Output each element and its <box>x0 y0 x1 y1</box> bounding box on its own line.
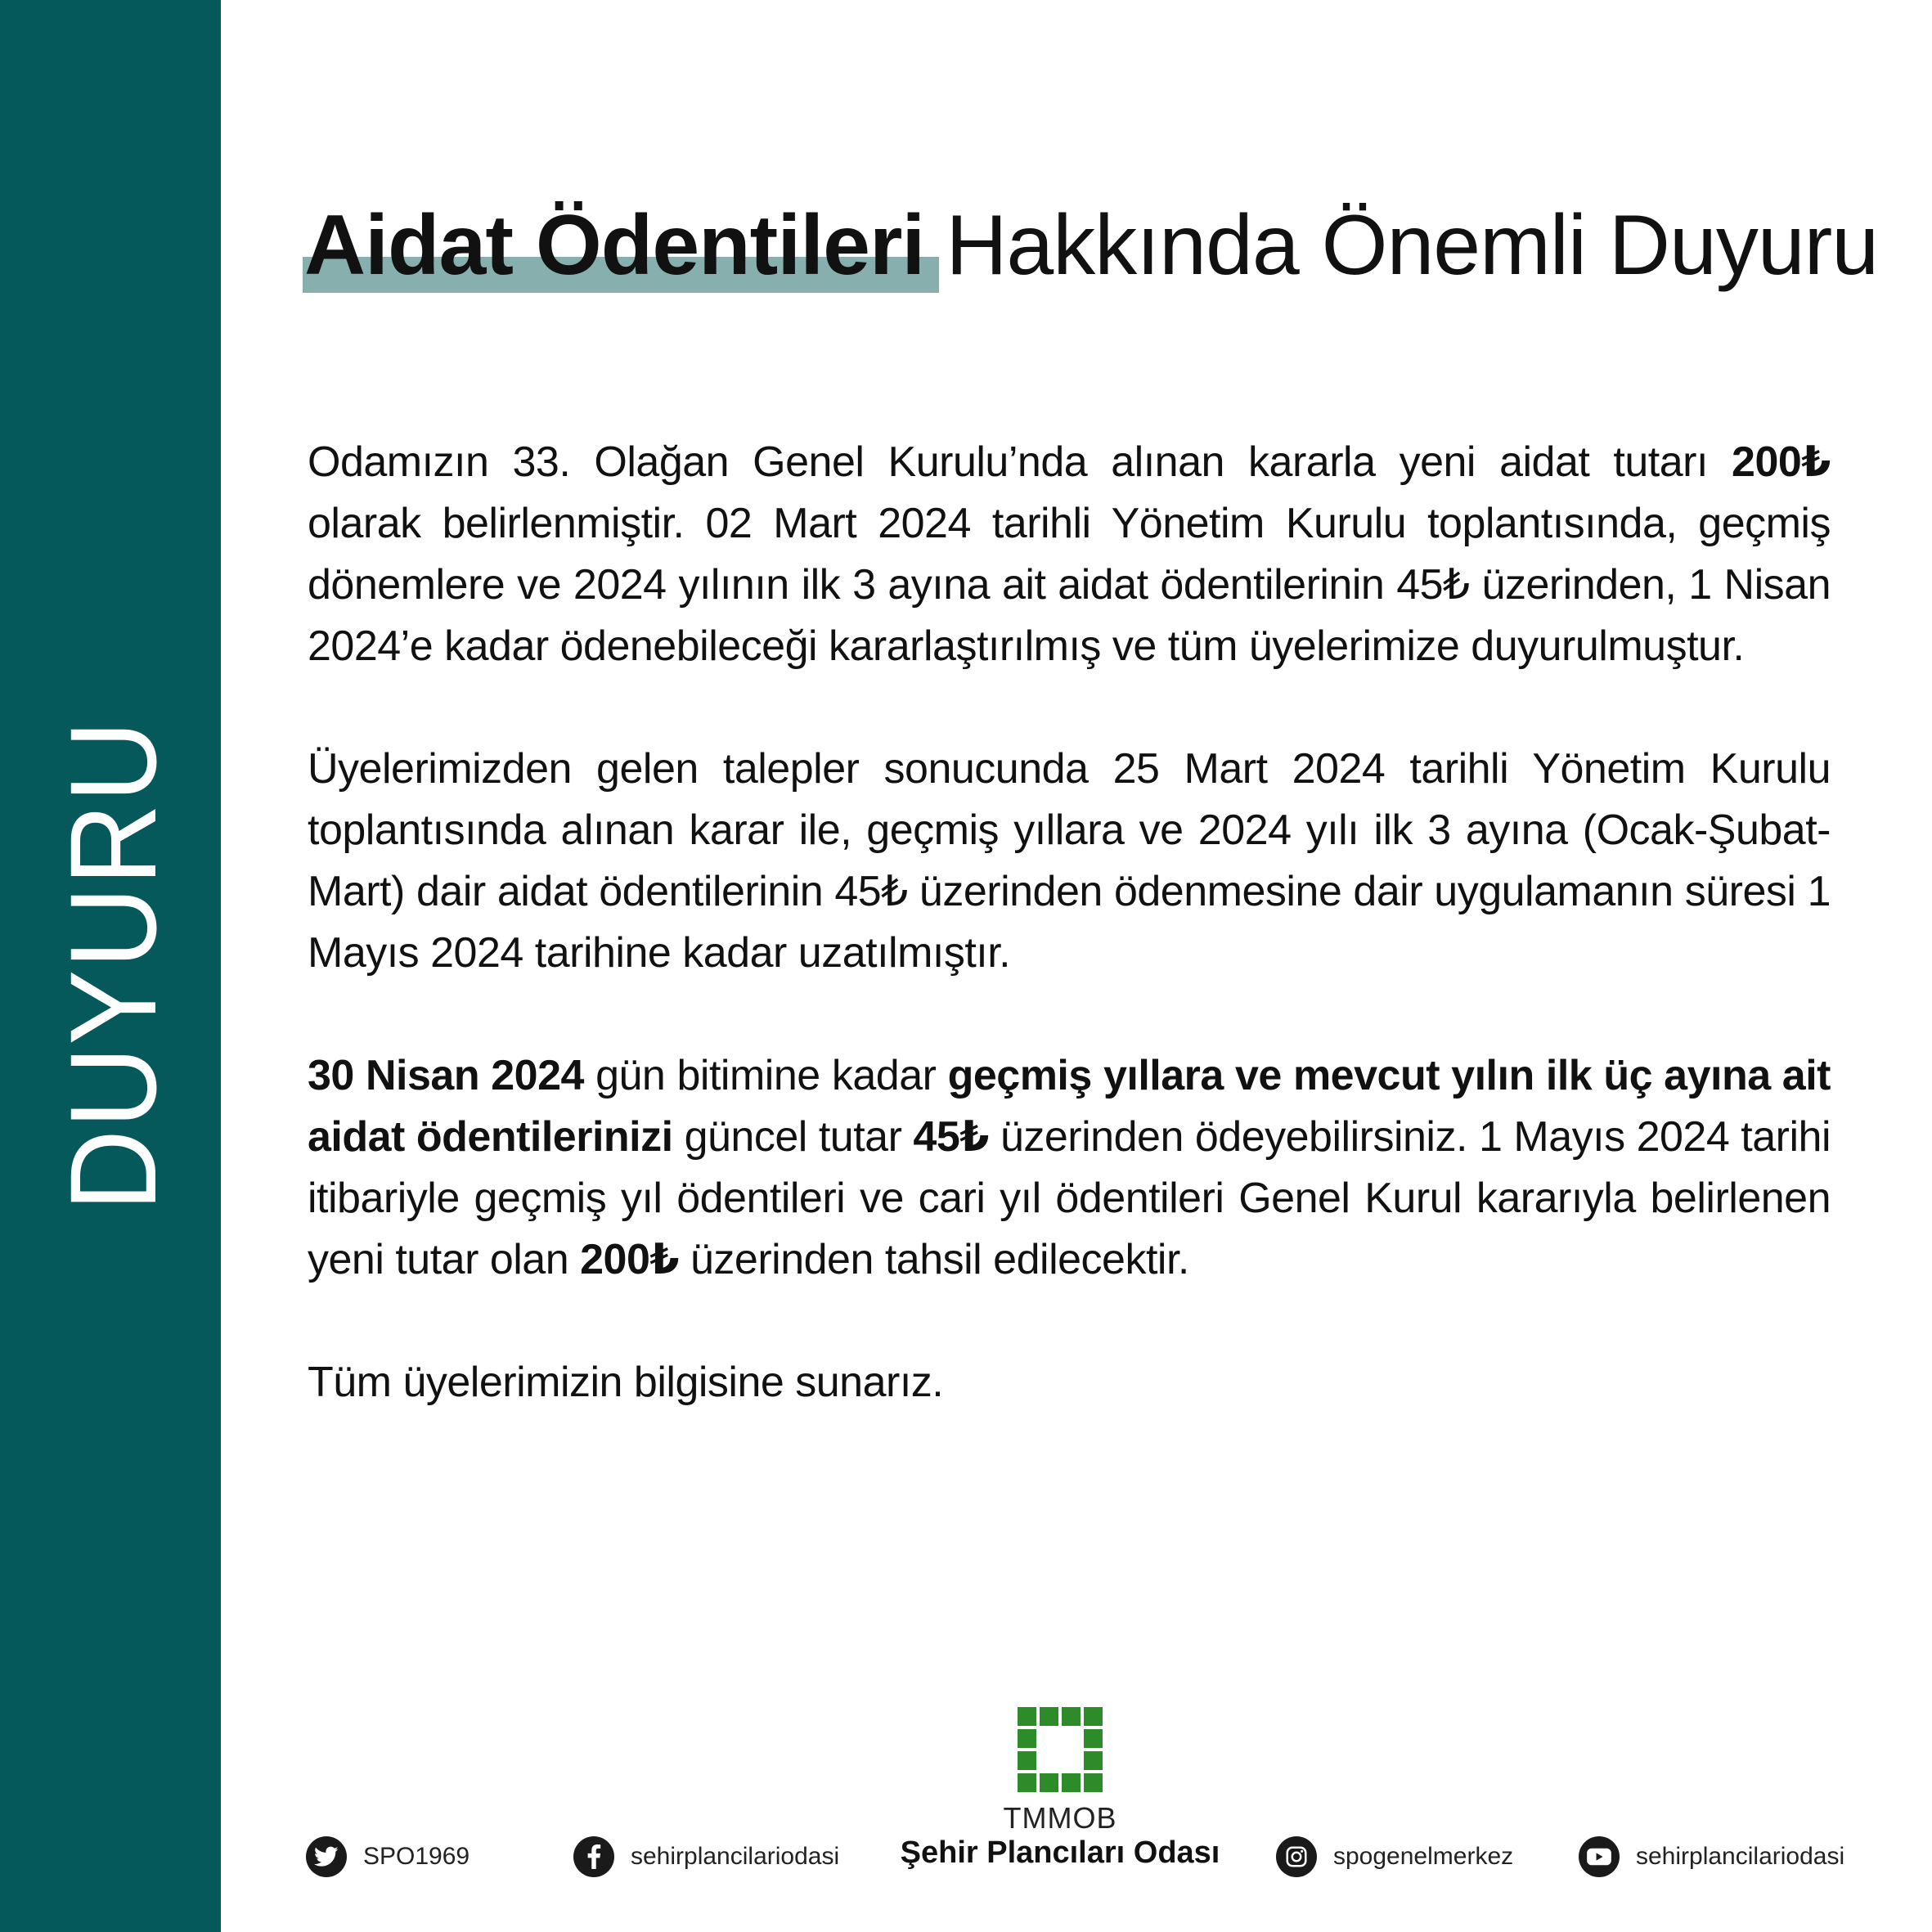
title-regular: Hakkında Önemli Duyuru <box>946 198 1879 293</box>
paragraph-3-deadline: 30 Nisan 2024 <box>308 1052 584 1099</box>
twitter-icon <box>306 1836 347 1877</box>
title-highlight <box>304 188 924 303</box>
paragraph-1 <box>308 432 1831 677</box>
facebook-icon <box>573 1836 614 1877</box>
social-youtube[interactable] <box>1579 1836 1844 1877</box>
paragraph-1-amount: 200₺ <box>1732 438 1831 486</box>
org-name: Şehir Plancıları Odası <box>900 1835 1220 1870</box>
social-handle: sehirplancilariodasi <box>1636 1843 1845 1870</box>
social-facebook[interactable] <box>573 1836 839 1877</box>
paragraph-3-text-4: üzerinden tahsil edilecektir. <box>679 1236 1189 1283</box>
paragraph-3 <box>308 1045 1831 1291</box>
page-title <box>304 188 1879 303</box>
org-parent-name: TMMOB <box>1003 1801 1117 1835</box>
paragraph-2: Üyelerimizden gelen talepler sonucunda 25 Mart 2024 tarihli Yönetim Kurulu toplantısında alınan karar ile, geçmiş yıllara ve 2024 yılı ilk 3 ayına (Ocak-Şubat-Mart) dair aidat ödentilerinin 45₺ üzerinden ödenmesine dair uygulamanın süresi 1 Mayıs 2024 tarihine kadar uzatılmıştır. <box>308 745 1831 977</box>
paragraph-3-amount-old: 45₺ <box>913 1113 989 1161</box>
social-handle: SPO1969 <box>363 1843 470 1870</box>
social-handle: spogenelmerkez <box>1333 1843 1514 1870</box>
paragraph-1-text-c: olarak belirlenmiştir. 02 Mart 2024 tarihli Yönetim Kurulu toplantısında, geçmiş dönemlere ve 2024 yılının ilk 3 ayına ait aidat ödentilerinin 45₺ üzerinden, 1 Nisan 2024’e kadar ödenebileceği kararlaştırılmış ve tüm üyelerimize duyurulmuştur. <box>308 500 1831 670</box>
spo-logo-icon <box>1018 1707 1103 1792</box>
youtube-icon <box>1579 1836 1620 1877</box>
paragraph-3-amount-new: 200₺ <box>580 1236 680 1283</box>
instagram-icon <box>1276 1836 1317 1877</box>
social-twitter[interactable] <box>306 1836 470 1877</box>
paragraph-4: Tüm üyelerimizin bilgisine sunarız. <box>308 1359 944 1406</box>
announcement-body <box>308 432 1831 1475</box>
social-instagram[interactable] <box>1276 1836 1513 1877</box>
paragraph-1-text-a: Odamızın 33. Olağan Genel Kurulu’nda alınan kararla yeni aidat tutarı <box>308 438 1732 486</box>
paragraph-3-text-3: üzerinden ödeyebilirsiniz. 1 Mayıs 2024 tarihi itibariyle geçmiş yıl ödentileri ve cari yıl ödentileri Genel Kurul kararıyla belirlenen yeni tutar olan <box>308 1113 1831 1283</box>
social-handle: sehirplancilariodasi <box>631 1843 840 1870</box>
side-band-label: DUYURU <box>44 719 182 1211</box>
paragraph-3-text-2: güncel tutar <box>672 1113 914 1161</box>
paragraph-3-scope: geçmiş yıllara ve mevcut yılın ilk üç ayına ait aidat ödentilerinizi <box>308 1052 1831 1161</box>
paragraph-3-text-1: gün bitimine kadar <box>583 1052 948 1099</box>
title-bold: Aidat Ödentileri <box>304 198 925 293</box>
